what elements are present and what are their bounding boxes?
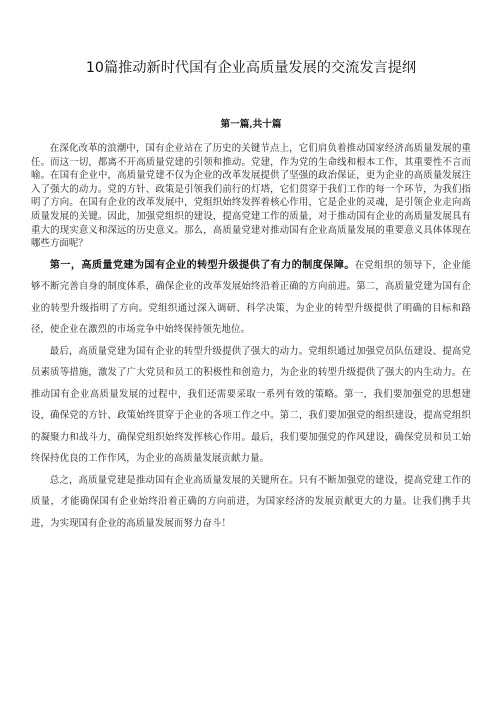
- paragraph-lead-sentence: 第一，高质量党建为国有企业的转型升级提供了有力的制度保障。: [49, 258, 355, 271]
- intro-paragraph: 在深化改革的浪潮中，国有企业站在了历史的关键节点上，它们肩负着推动国家经济高质量发展的重任。而这一切，都离不开高质量党建的引领和推动。党建，作为党的生命线和根本工作，其重要性不言而喻。在国有企业中，高质量党建不仅为企业的改革发展提供了坚强的政治保证，更为企业的高质量发展注入了强大的动力。党的方针、政策是引领我们前行的灯塔，它们贯穿于我们工作的每一个环节，为我们指明了方向。在国有企业的改革发展中，党组织始终发挥着核心作用，它是企业的灵魂，是引领企业走向高质量发展的关键。因此，加强党组织的建设，提高党建工作的质量，对于推动国有企业的高质量发展具有重大的现实意义和深远的历史意义。那么，高质量党建对推动国有企业高质量发展的重要意义具体体现在哪些方面呢？: [31, 143, 471, 250]
- paragraph-text: 在党组织的领导下，企业能够不断完善自身的制度体系，确保企业的改革发展始终沿着正确的方向前进。第二，高质量党建为国有企业的转型升级指明了方向。党组织通过深入调研、科学决策，为企业的转型升级提供了明确的目标和路径，使企业在激烈的市场竞争中始终保持领先地位。: [31, 259, 471, 336]
- section-heading: 第一篇,共十篇: [220, 119, 282, 130]
- body-paragraph-1: [31, 255, 471, 341]
- body-paragraph-2: 最后，高质量党建为国有企业的转型升级提供了强大的动力。党组织通过加强党员队伍建设、提高党员素质等措施，激发了广大党员和员工的积极性和创造力，为企业的转型升级提供了强大的内生动力。在推动国有企业高质量发展的过程中，我们还需要采取一系列有效的策略。第一，我们要加强党的思想建设，确保党的方针、政策始终贯穿于企业的各项工作之中。第二，我们要加强党的组织建设，提高党组织的凝聚力和战斗力，确保党组织始终发挥核心作用。最后，我们要加强党的作风建设，确保党员和员工始终保持优良的工作作风，为企业的高质量发展贡献力量。: [31, 345, 471, 465]
- document-title: 10篇推动新时代国有企业高质量发展的交流发言提纲: [85, 60, 417, 76]
- body-paragraph-3: 总之，高质量党建是推动国有企业高质量发展的关键所在。只有不断加强党的建设，提高党建工作的质量，才能确保国有企业始终沿着正确的方向前进，为国家经济的发展贡献更大的力量。让我们携手共进，为实现国有企业的高质量发展而努力奋斗！: [31, 474, 471, 529]
